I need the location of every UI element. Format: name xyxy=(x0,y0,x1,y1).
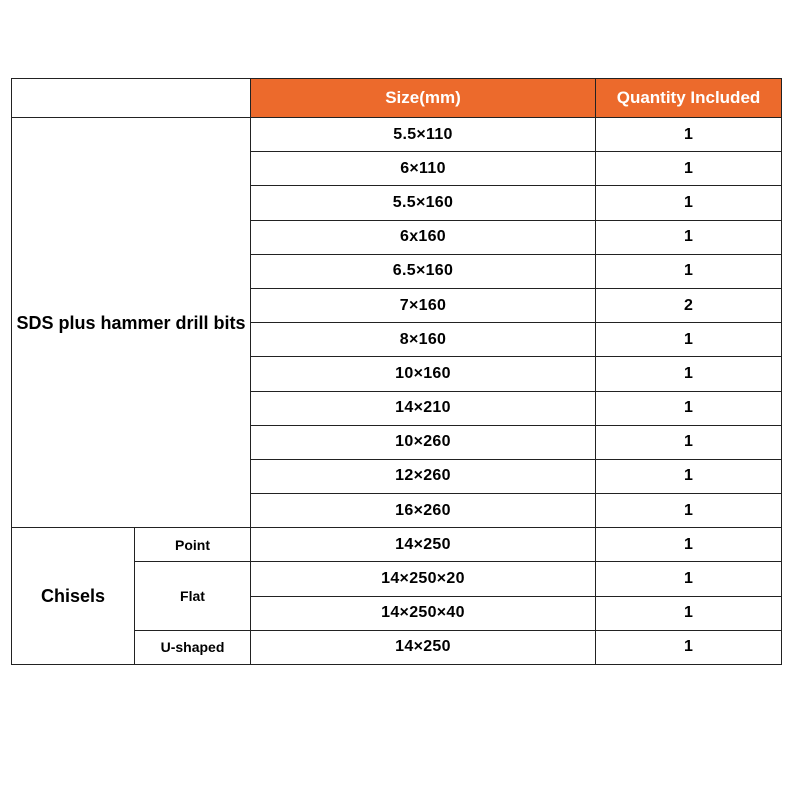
chisel-type-point: Point xyxy=(135,528,251,562)
table-row xyxy=(12,118,782,152)
quantity-cell: 1 xyxy=(596,494,782,528)
size-cell: 7×160 xyxy=(251,288,596,322)
size-cell: 5.5×110 xyxy=(251,118,596,152)
table-row xyxy=(12,528,782,562)
specification-table xyxy=(11,78,782,665)
quantity-cell: 1 xyxy=(596,118,782,152)
sds-group-label: SDS plus hammer drill bits xyxy=(12,118,251,528)
quantity-cell: 1 xyxy=(596,528,782,562)
quantity-cell: 1 xyxy=(596,152,782,186)
size-cell: 12×260 xyxy=(251,459,596,493)
size-cell: 14×250×20 xyxy=(251,562,596,596)
quantity-cell: 1 xyxy=(596,425,782,459)
size-cell: 14×250 xyxy=(251,528,596,562)
quantity-cell: 2 xyxy=(596,288,782,322)
size-cell: 6.5×160 xyxy=(251,254,596,288)
size-cell: 14×250 xyxy=(251,630,596,664)
quantity-cell: 1 xyxy=(596,596,782,630)
quantity-header: Quantity Included xyxy=(596,79,782,118)
quantity-cell: 1 xyxy=(596,186,782,220)
size-cell: 14×210 xyxy=(251,391,596,425)
size-cell: 14×250×40 xyxy=(251,596,596,630)
size-cell: 8×160 xyxy=(251,323,596,357)
size-header: Size(mm) xyxy=(251,79,596,118)
size-cell: 16×260 xyxy=(251,494,596,528)
size-cell: 5.5×160 xyxy=(251,186,596,220)
size-cell: 10×260 xyxy=(251,425,596,459)
size-cell: 6×110 xyxy=(251,152,596,186)
header-row xyxy=(12,79,782,118)
quantity-cell: 1 xyxy=(596,254,782,288)
quantity-cell: 1 xyxy=(596,220,782,254)
header-blank-cell xyxy=(12,79,251,118)
chisel-type-flat: Flat xyxy=(135,562,251,630)
chisel-type-u-shaped: U-shaped xyxy=(135,630,251,664)
quantity-cell: 1 xyxy=(596,459,782,493)
size-cell: 10×160 xyxy=(251,357,596,391)
quantity-cell: 1 xyxy=(596,630,782,664)
size-cell: 6x160 xyxy=(251,220,596,254)
chisels-group-label: Chisels xyxy=(12,528,135,665)
quantity-cell: 1 xyxy=(596,391,782,425)
quantity-cell: 1 xyxy=(596,323,782,357)
quantity-cell: 1 xyxy=(596,562,782,596)
quantity-cell: 1 xyxy=(596,357,782,391)
